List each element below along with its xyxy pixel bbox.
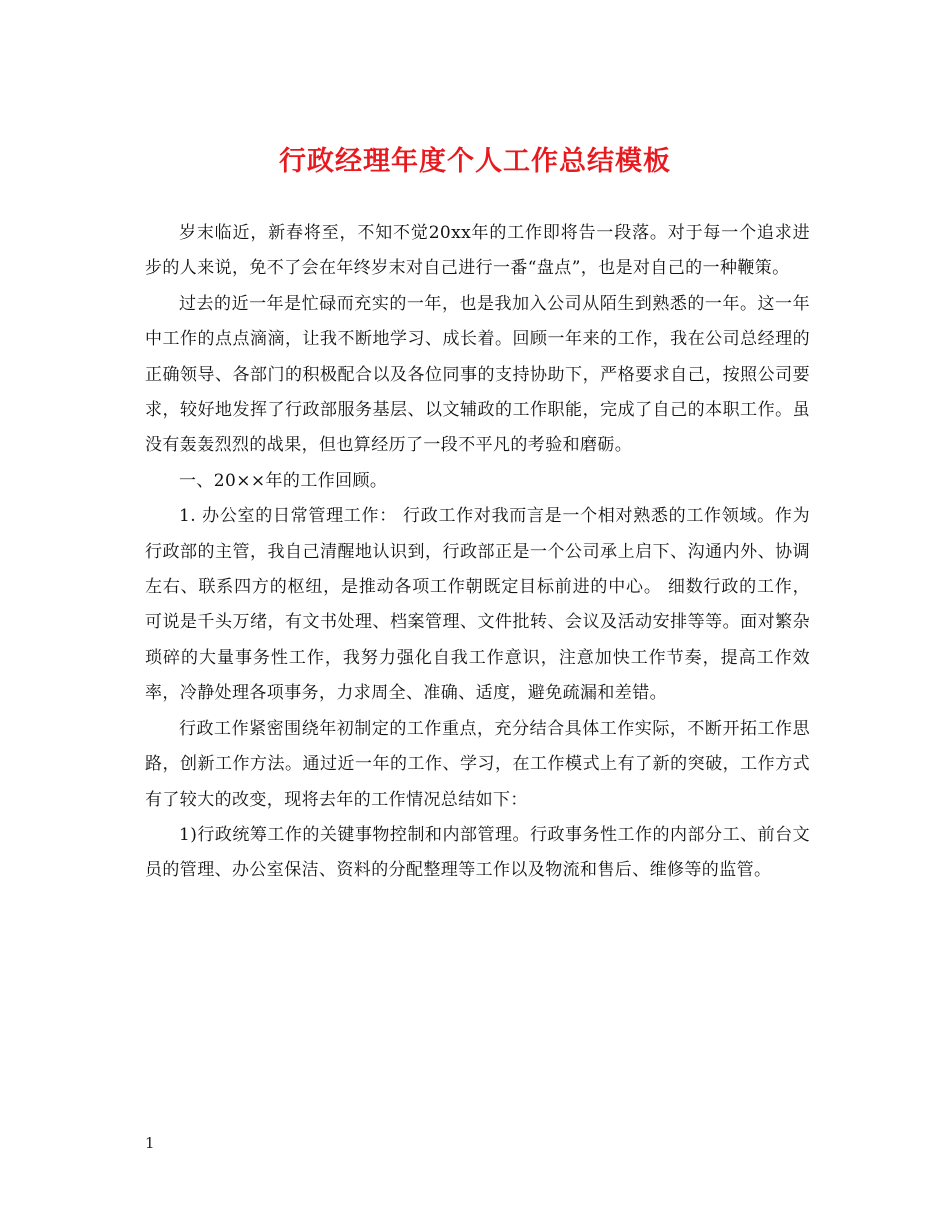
paragraph-office-management: 1. 办公室的日常管理工作： 行政工作对我而言是一个相对熟悉的工作领域。作为行政部的主管，我自己清醒地认识到，行政部正是一个公司承上启下、沟通内外、协调左右、联系四方的枢纽，是推动各项工作朝既定目标前进的中心。 细数行政的工作，可说是千头万绪，有文书处理、档案管理、文件批转、会议及活动安排等等。面对繁杂琐碎的大量事务性工作，我努力强化自我工作意识，注意加快工作节奏，提高工作效率，冷静处理各项事务，力求周全、准确、适度，避免疏漏和差错。: [145, 506, 810, 704]
paragraph-work-focus: 行政工作紧密围绕年初制定的工作重点，充分结合具体工作实际，不断开拓工作思路，创新工作方法。通过近一年的工作、学习，在工作模式上有了新的突破，工作方式有了较大的改变，现将去年的工作情况总结如下：: [145, 718, 810, 810]
section-heading-review: 一、20××年的工作回顾。: [179, 470, 388, 491]
paragraph-past-year: 过去的近一年是忙碌而充实的一年，也是我加入公司从陌生到熟悉的一年。这一年中工作的点点滴滴，让我不断地学习、成长着。回顾一年来的工作，我在公司总经理的正确领导、各部门的积极配合以及各位同事的支持协助下，严格要求自己，按照公司要求，较好地发挥了行政部服务基层、以文辅政的工作职能，完成了自己的本职工作。虽没有轰轰烈烈的战果，但也算经历了一段不平凡的考验和磨砺。: [145, 293, 810, 456]
document-body: [145, 216, 810, 889]
paragraph-admin-coordination: 1)行政统筹工作的关键事物控制和内部管理。行政事务性工作的内部分工、前台文员的管理、办公室保洁、资料的分配整理等工作以及物流和售后、维修等的监管。: [145, 824, 810, 881]
page-number: 1: [145, 1134, 155, 1152]
paragraph-intro: 岁末临近，新春将至，不知不觉20xx年的工作即将告一段落。对于每一个追求进步的人来说，免不了会在年终岁末对自己进行一番“盘点”，也是对自己的一种鞭策。: [145, 223, 810, 279]
document-title: 行政经理年度个人工作总结模板: [279, 146, 671, 177]
